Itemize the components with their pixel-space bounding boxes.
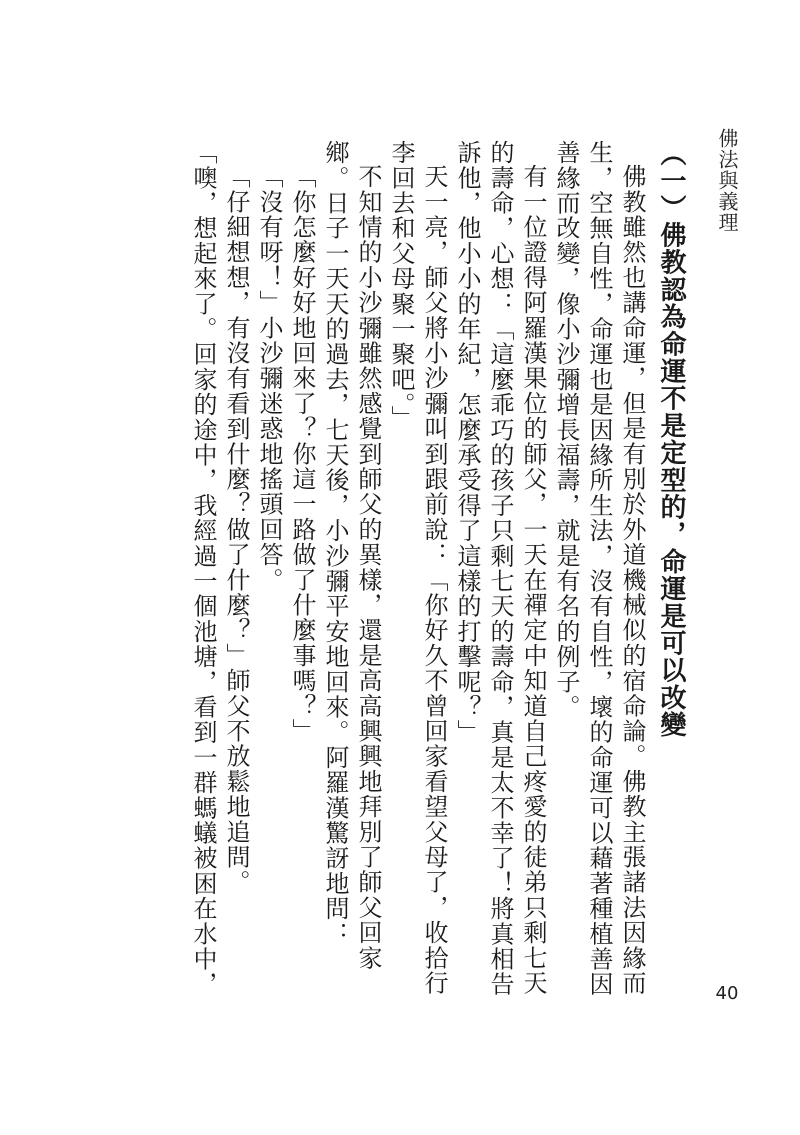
running-head: 佛法與義理 <box>715 128 739 233</box>
paragraph: 不知情的小沙彌雖然感覺到師父的異樣，還是高高興興地拜別了師父回家鄉。日子一天天的過去，七天後，小沙彌平安地回來。阿羅漢驚訝地問： <box>321 140 382 971</box>
paragraph: 「沒有呀！」小沙彌迷惑地搖頭回答。 <box>255 164 283 593</box>
body-text <box>110 140 694 1000</box>
paragraph: 「你怎麼好好地回來了？你這一路做了什麼事嗎？」 <box>288 164 316 744</box>
page-number: 40 <box>715 983 739 1004</box>
paragraph: 有一位證得阿羅漢果位的師父，一天在禪定中知道自己疼愛的徒弟只剩七天的壽命，心想：「這麼乖巧的孩子只剩七天的壽命，真是太不幸了！將真相告訴他，他小小的年紀，怎麼承受得了這樣的打擊呢？」 <box>453 140 547 997</box>
paragraph: 天一亮，師父將小沙彌叫到跟前說：「你好久不曾回家看望父母了，收拾行李回去和父母聚一聚吧。」 <box>387 140 448 996</box>
section-heading: （一）佛教認為命運不是定型的，命運是可以改變 <box>656 140 686 739</box>
paragraph: 「噢，想起來了。回家的途中，我經過一個池塘，看到一群螞蟻被困在水中， <box>189 140 217 997</box>
paragraph: 「仔細想想，有沒有看到什麼？做了什麼？」師父不放鬆地追問。 <box>222 164 250 895</box>
paragraph: 佛教雖然也講命運，但是有別於外道機械似的宿命論。佛教主張諸法因緣而生，空無自性，命運也是因緣所生法，沒有自性，壞的命運可以藉著種植善因善緣而改變，像小沙彌增長福壽，就是有名的例子。 <box>552 140 646 997</box>
